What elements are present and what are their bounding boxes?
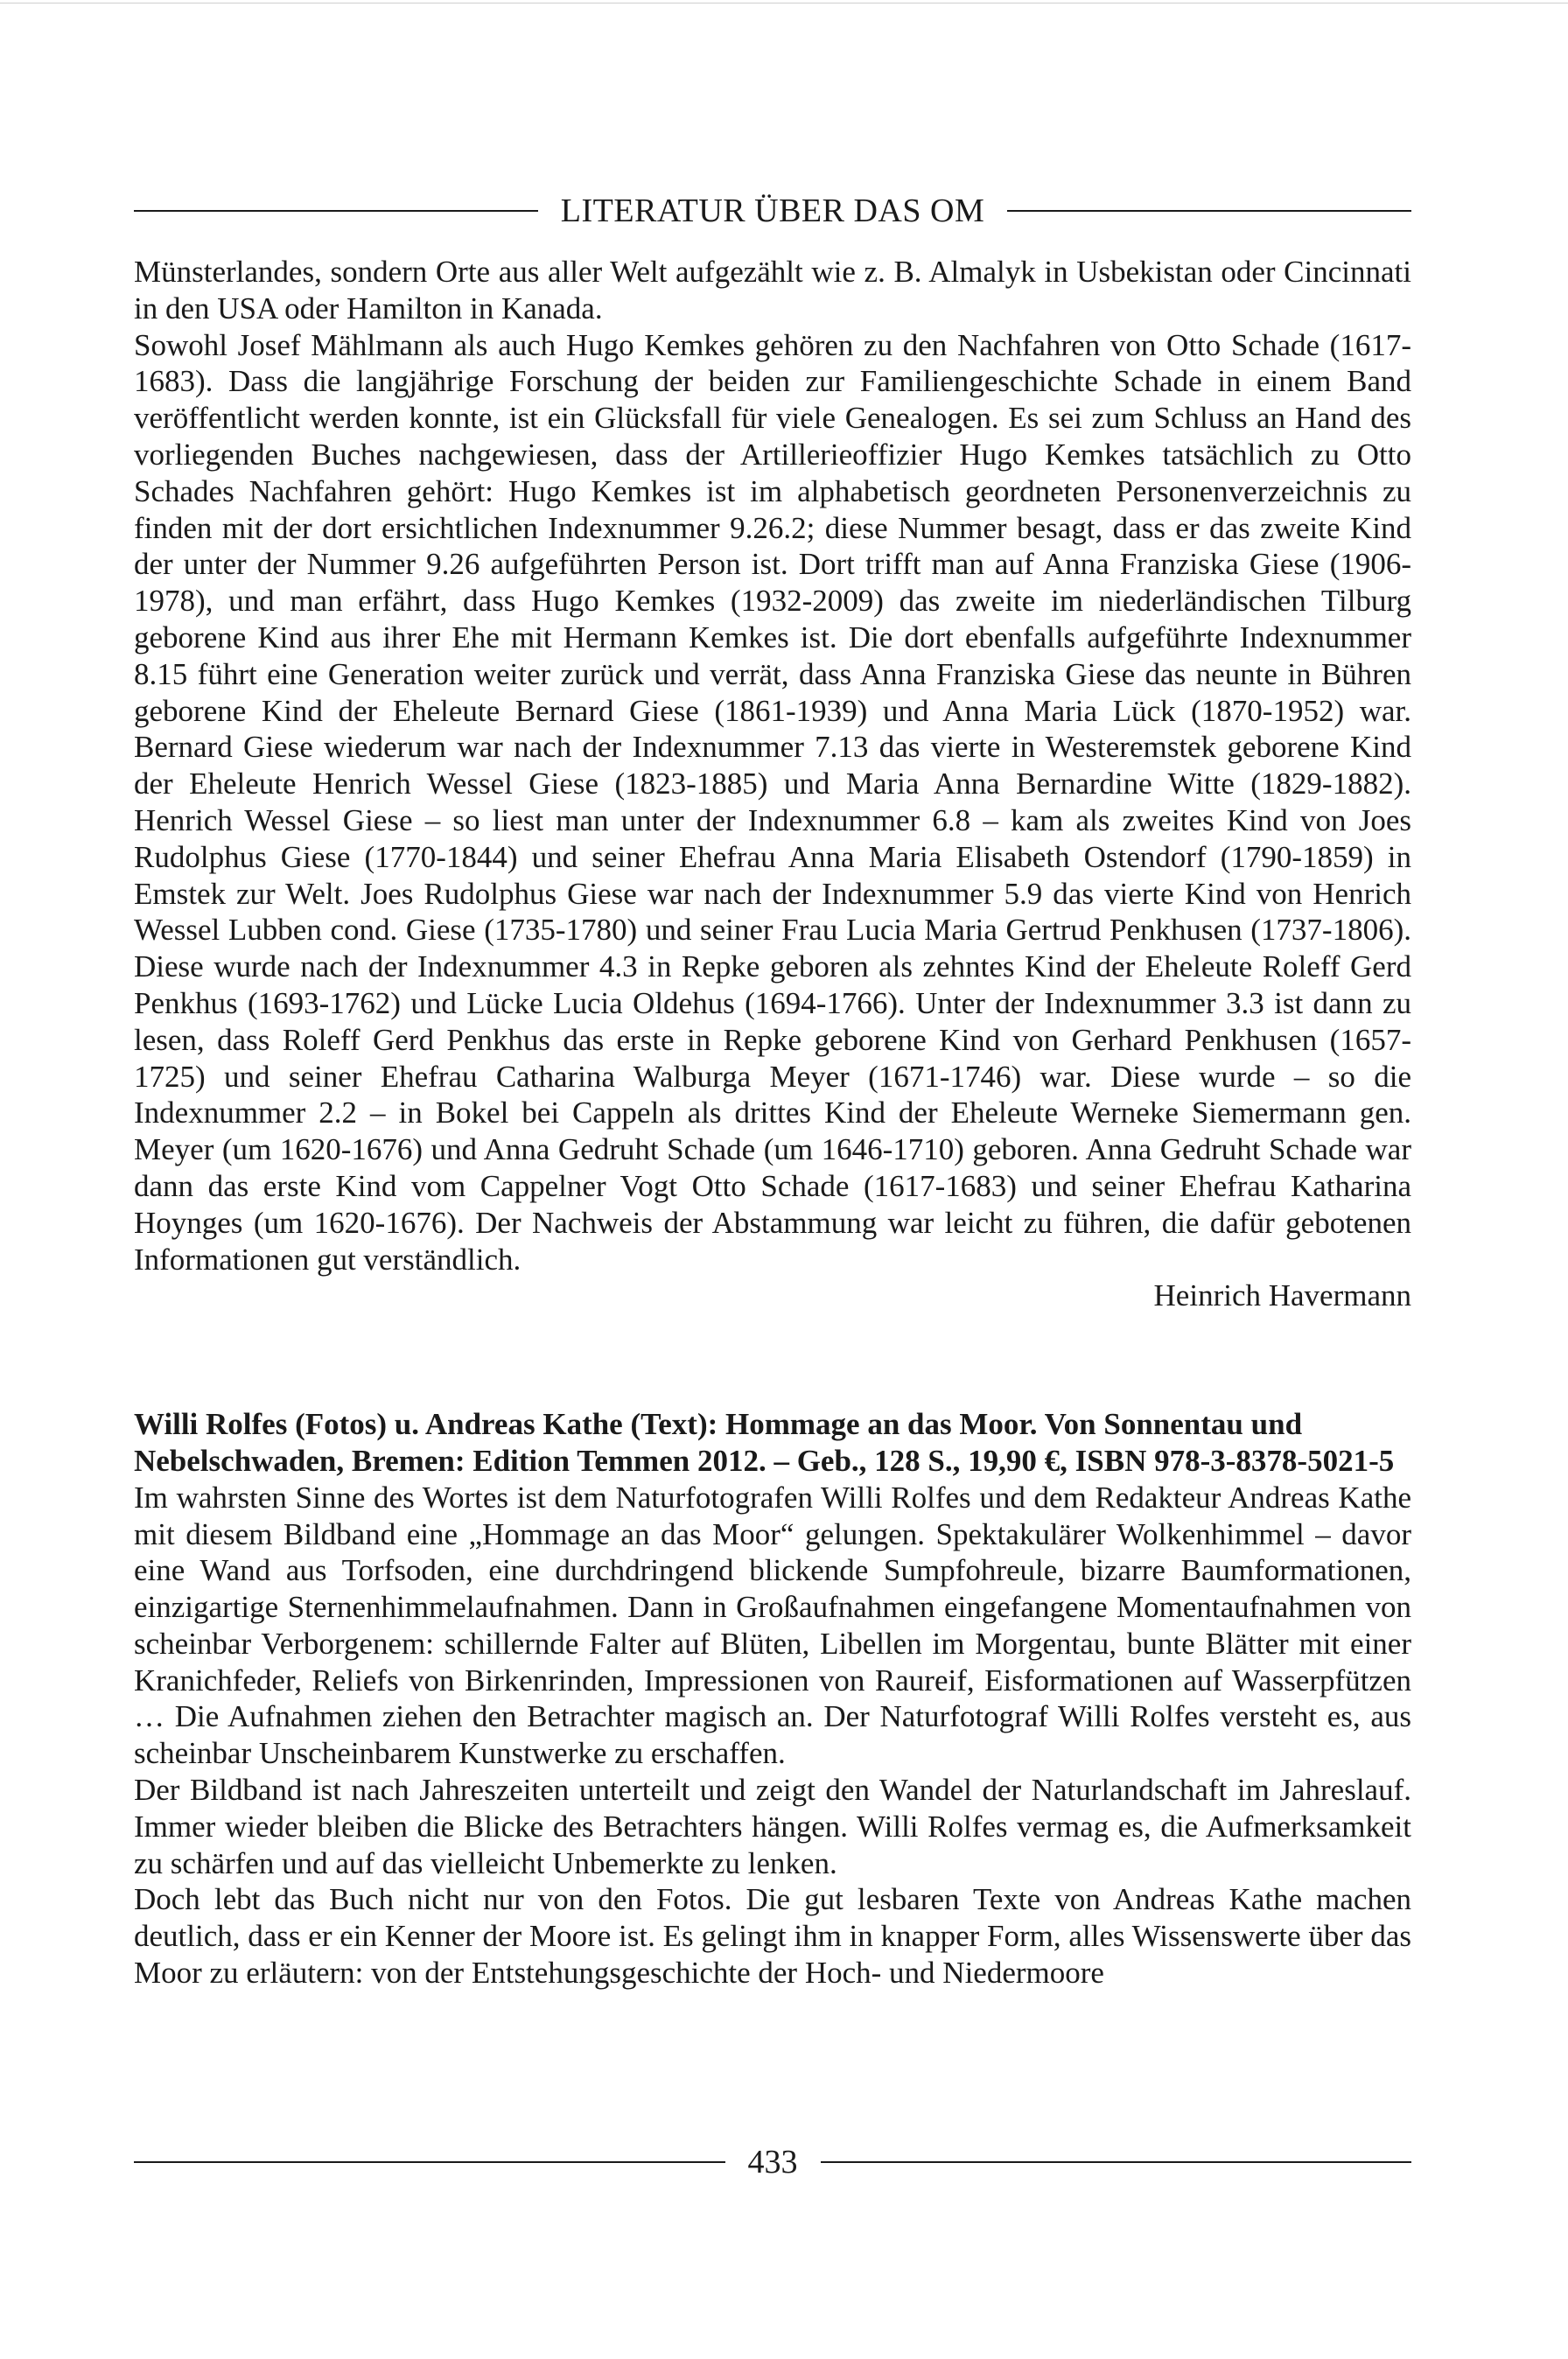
footer-rule-left xyxy=(134,2161,725,2163)
body-paragraph: Der Bildband ist nach Jahreszeiten unterteilt und zeigt den Wandel der Naturlandschaft im Jahreslauf. Immer wieder bleiben die Blicke des Betrachters hängen. Willi Rolfes vermag es, die Aufmerksamkeit zu schärfen und auf das vielleicht Unbemerkte zu lenken. xyxy=(134,1773,1411,1880)
next-review xyxy=(134,1406,1411,1992)
page-body xyxy=(134,254,1411,1992)
page-footer xyxy=(134,2138,1411,2186)
scan-edge-line xyxy=(0,3,1568,4)
review-heading: Willi Rolfes (Fotos) u. Andreas Kathe (Text): Hommage an das Moor. Von Sonnentau und Nebelschwaden, Bremen: Edition Temmen 2012. – Geb., 128 S., 19,90 €, ISBN 978-3-8378-5021-5 xyxy=(134,1407,1395,1478)
review-author: Heinrich Havermann xyxy=(1153,1278,1411,1313)
running-head-title: LITERATUR ÜBER DAS OM xyxy=(560,192,985,229)
footer-rule-right xyxy=(821,2161,1412,2163)
running-head xyxy=(134,187,1411,234)
previous-review xyxy=(134,254,1411,1314)
body-paragraph: Münsterlandes, sondern Orte aus aller Welt aufgezählt wie z. B. Almalyk in Usbekistan oder Cincinnati in den USA oder Hamilton in Kanada. xyxy=(134,255,1411,326)
body-paragraph: Im wahrsten Sinne des Wortes ist dem Naturfotografen Willi Rolfes und dem Redakteur Andreas Kathe mit diesem Bildband eine „Hommage an das Moor“ gelungen. Spektakulärer Wolkenhimmel – davor eine Wand aus Torfsoden, eine durchdringend blickende Sumpfohreule, bizarre Baumformationen, einzigartige Sternenhimmelaufnahmen. Dann in Großaufnahmen eingefangene Momentaufnahmen von scheinbar Verborgenem: schillernde Falter auf Blüten, Libellen im Morgentau, bunte Blätter mit einer Kranichfeder, Reliefs von Birkenrinden, Impressionen von Raureif, Eisformationen auf Wasserpfützen … Die Aufnahmen ziehen den Betrachter magisch an. Der Naturfotograf Willi Rolfes versteht es, aus scheinbar Unscheinbarem Kunstwerke zu erschaffen. xyxy=(134,1480,1411,1771)
section-spacer xyxy=(134,1314,1411,1406)
page-number: 433 xyxy=(747,2144,798,2180)
running-head-rule-left xyxy=(134,210,538,212)
running-head-rule-right xyxy=(1007,210,1411,212)
body-paragraph: Sowohl Josef Mählmann als auch Hugo Kemkes gehören zu den Nachfahren von Otto Schade (1617-1683). Dass die langjährige Forschung der beiden zur Familiengeschichte Schade in einem Band veröffentlicht werden konnte, ist ein Glücksfall für viele Genealogen. Es sei zum Schluss an Hand des vorliegenden Buches nachgewiesen, dass der Artillerieoffizier Hugo Kemkes tatsächlich zu Otto Schades Nachfahren gehört: Hugo Kemkes ist im alphabetisch geordneten Personenverzeichnis zu finden mit der dort ersichtlichen Indexnummer 9.26.2; diese Nummer besagt, dass er das zweite Kind der unter der Nummer 9.26 aufgeführten Person ist. Dort trifft man auf Anna Franziska Giese (1906-1978), und man erfährt, dass Hugo Kemkes (1932-2009) das zweite im niederländischen Tilburg geborene Kind aus ihrer Ehe mit Hermann Kemkes ist. Die dort ebenfalls aufgeführte Indexnummer 8.15 führt eine Generation weiter zurück und verrät, dass Anna Franziska Giese das neunte in Bühren geborene Kind der Eheleute Bernard Giese (1861-1939) und Anna Maria Lück (1870-1952) war. Bernard Giese wiederum war nach der Indexnummer 7.13 das vierte in Westeremstek geborene Kind der Eheleute Henrich Wessel Giese (1823-1885) und Maria Anna Bernardine Witte (1829-1882). Henrich Wessel Giese – so liest man unter der Indexnummer 6.8 – kam als zweites Kind von Joes Rudolphus Giese (1770-1844) und seiner Ehefrau Anna Maria Elisabeth Ostendorf (1790-1859) in Emstek zur Welt. Joes Rudolphus Giese war nach der Indexnummer 5.9 das vierte Kind von Henrich Wessel Lubben cond. Giese (1735-1780) und seiner Frau Lucia Maria Gertrud Penkhusen (1737-1806). Diese wurde nach der Indexnummer 4.3 in Repke geboren als zehntes Kind der Eheleute Roleff Gerd Penkhus (1693-1762) und Lücke Lucia Oldehus (1694-1766). Unter der Indexnummer 3.3 ist dann zu lesen, dass Roleff Gerd Penkhus das erste in Repke geborene Kind von Gerhard Penkhusen (1657-1725) und seiner Ehefrau Catharina Walburga Meyer (1671-1746) war. Diese wurde – so die Indexnummer 2.2 – in Bokel bei Cappeln als drittes Kind der Eheleute Werneke Siemermann gen. Meyer (um 1620-1676) und Anna Gedruht Schade (um 1646-1710) geboren. Anna Gedruht Schade war dann das erste Kind vom Cappelner Vogt Otto Schade (1617-1683) und seiner Ehefrau Katharina Hoynges (um 1620-1676). Der Nachweis der Abstammung war leicht zu führen, die dafür gebotenen Informationen gut verständlich. xyxy=(134,327,1411,1277)
body-paragraph: Doch lebt das Buch nicht nur von den Fotos. Die gut lesbaren Texte von Andreas Kathe machen deutlich, dass er ein Kenner der Moore ist. Es gelingt ihm in knapper Form, alles Wissenswerte über das Moor zu erläutern: von der Entstehungsgeschichte der Hoch- und Niedermoore xyxy=(134,1882,1411,1991)
